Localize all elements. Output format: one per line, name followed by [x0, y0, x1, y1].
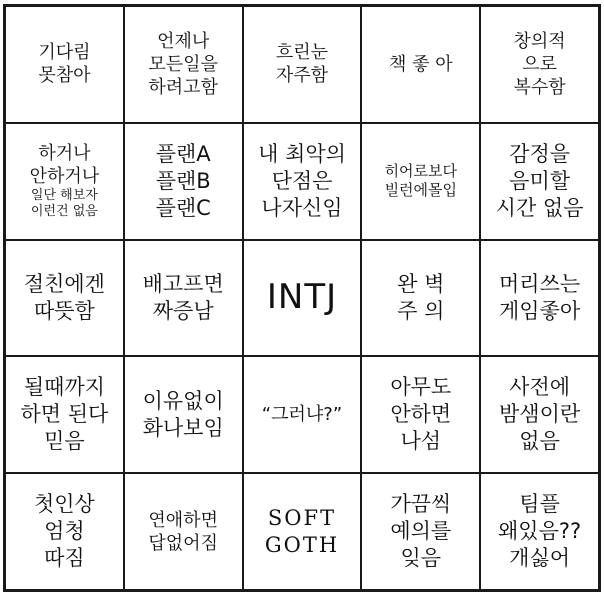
- cell-text: 따짐: [44, 546, 85, 571]
- cell-text: 이유없이: [142, 388, 224, 413]
- cell-text: 창의적: [513, 30, 566, 52]
- cell-text: 답없어짐: [148, 532, 218, 554]
- bingo-cell: [361, 123, 480, 240]
- bingo-cell: [243, 123, 362, 240]
- cell-text: 책 좋 아: [388, 53, 453, 75]
- cell-text: 주 의: [397, 298, 445, 323]
- bingo-cell: [5, 356, 124, 473]
- cell-text: 배고프면: [142, 272, 224, 297]
- cell-text: INTJ: [266, 277, 338, 318]
- cell-text: 내 최악의: [258, 141, 346, 166]
- cell-text: 예의를: [390, 519, 452, 544]
- cell-text: 흐린눈: [275, 42, 329, 64]
- cell-text: 이런건 없음: [30, 204, 98, 220]
- cell-text: 따뜻함: [33, 298, 95, 323]
- cell-text: 플랜B: [155, 168, 211, 193]
- cell-text: GOTH: [264, 532, 340, 557]
- cell-text: 없음: [519, 429, 560, 454]
- cell-text: 하려고함: [148, 76, 218, 98]
- cell-text: 복수함: [513, 76, 566, 98]
- bingo-cell: [243, 356, 362, 473]
- bingo-cell: [5, 240, 124, 357]
- cell-text: 짜증남: [152, 298, 214, 323]
- bingo-cell: [480, 356, 599, 473]
- cell-text: “그러냐?”: [261, 404, 343, 426]
- bingo-cell-center: [243, 240, 362, 357]
- cell-text: 언제나: [157, 30, 210, 52]
- cell-text: 모든일을: [148, 53, 218, 75]
- cell-text: 잊음: [400, 546, 442, 571]
- cell-text: 믿음: [44, 429, 85, 454]
- bingo-cell: [5, 123, 124, 240]
- cell-text: 나섬: [400, 429, 442, 454]
- cell-text: 사전에: [509, 375, 571, 400]
- cell-text: 엄청: [44, 519, 85, 544]
- cell-text: 하면 된다: [20, 402, 109, 427]
- bingo-cell: [124, 473, 243, 590]
- cell-text: 단점은: [271, 168, 333, 193]
- bingo-cell: [5, 6, 124, 123]
- bingo-cell: [480, 240, 599, 357]
- cell-text: 하거나: [38, 142, 91, 164]
- cell-text: 연애하면: [148, 509, 218, 531]
- cell-text: 가끔씩: [390, 492, 452, 517]
- cell-text: 자주함: [275, 65, 329, 87]
- cell-text: 플랜C: [155, 195, 211, 220]
- cell-text: 완 벽: [397, 272, 445, 297]
- cell-text: 될때까지: [23, 375, 105, 400]
- cell-text: 빌런에몰입: [384, 181, 458, 200]
- bingo-cell: [124, 123, 243, 240]
- cell-text: 절친에겐: [23, 272, 105, 297]
- bingo-cell: [124, 240, 243, 357]
- bingo-cell: [480, 6, 599, 123]
- cell-text: 팀플: [519, 492, 560, 517]
- cell-text: 히어로보다: [384, 162, 458, 180]
- cell-text: SOFT: [267, 505, 337, 530]
- cell-text: 음미할: [509, 168, 571, 193]
- bingo-cell: [5, 473, 124, 590]
- cell-text: 일단 해보자: [30, 187, 98, 203]
- bingo-cell: [243, 473, 362, 590]
- bingo-cell: [361, 240, 480, 357]
- cell-text: 플랜A: [155, 141, 211, 166]
- cell-text: 으로: [522, 53, 557, 75]
- bingo-cell: [480, 123, 599, 240]
- cell-text: 첫인상: [33, 492, 95, 517]
- cell-text: 나자신임: [261, 195, 343, 220]
- bingo-cell: [361, 473, 480, 590]
- bingo-cell: [124, 6, 243, 123]
- cell-text: 시간 없음: [495, 195, 584, 220]
- bingo-cell: [124, 356, 243, 473]
- bingo-board: [3, 4, 601, 592]
- cell-text: 안하면: [390, 402, 452, 427]
- cell-text: 안하거나: [29, 165, 100, 187]
- cell-text: 밤샘이란: [499, 402, 581, 427]
- cell-text: 머리쓰는: [499, 272, 581, 297]
- cell-text: 게임좋아: [499, 298, 581, 323]
- bingo-cell: [361, 6, 480, 123]
- bingo-cell: [361, 356, 480, 473]
- cell-text: 감정을: [509, 141, 571, 166]
- cell-text: 못참아: [38, 65, 91, 87]
- bingo-cell: [243, 6, 362, 123]
- cell-text: 왜있음??: [498, 519, 582, 544]
- cell-text: 기다림: [38, 42, 91, 64]
- bingo-cell: [480, 473, 599, 590]
- cell-text: 화나보임: [142, 415, 224, 440]
- cell-text: 아무도: [390, 375, 452, 400]
- cell-text: 개싫어: [509, 546, 571, 571]
